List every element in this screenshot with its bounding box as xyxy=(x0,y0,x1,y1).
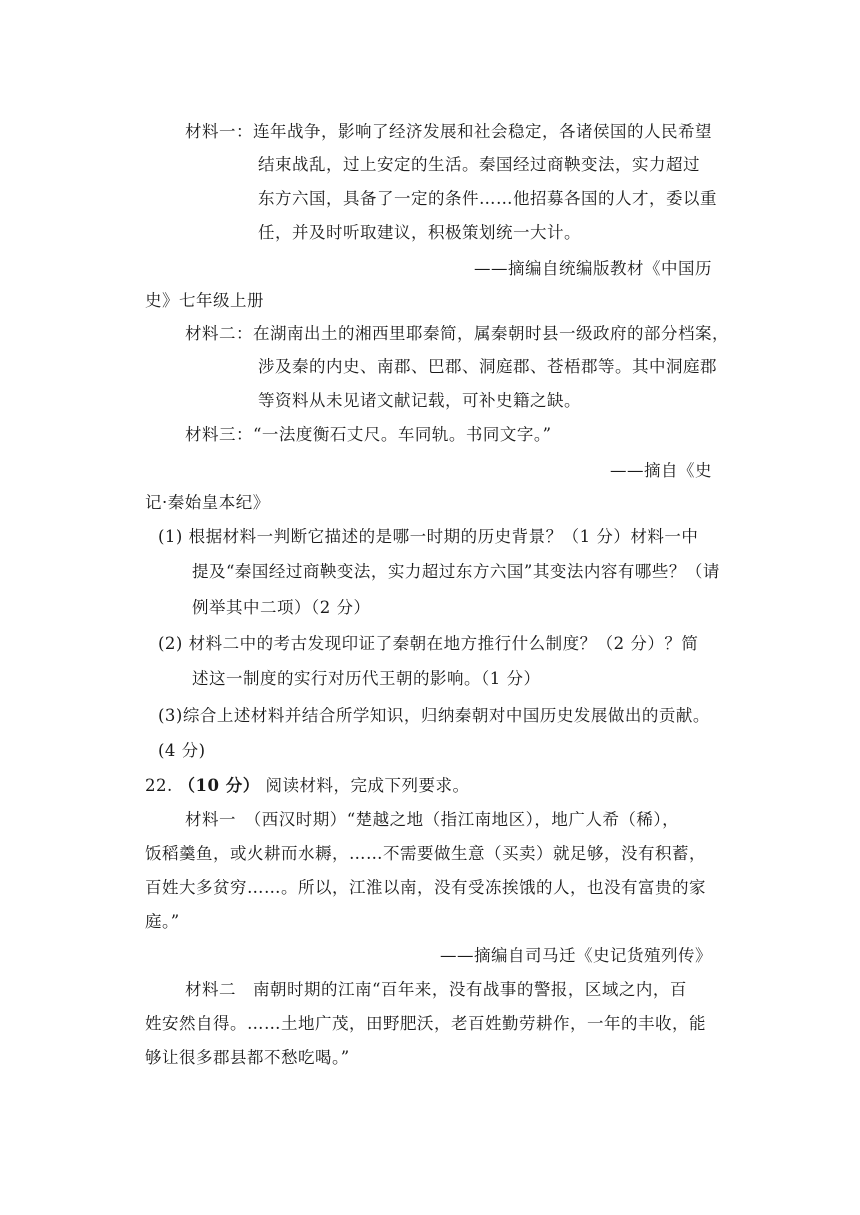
question-3-line-1: (3)综合上述材料并结合所学知识，归纳秦朝对中国历史发展做出的贡献。 xyxy=(158,706,710,725)
question-score: （10 分） xyxy=(178,776,260,795)
question-22-header xyxy=(145,775,469,797)
question-1-line-3: 例举其中二项）（2 分） xyxy=(192,598,371,617)
material-2-line-3: 等资料从未见诸文献记载，可补史籍之缺。 xyxy=(258,391,581,410)
material-1-line-4: 任，并及时听取建议，积极策划统一大计。 xyxy=(258,223,581,242)
material-1-source-1: ——摘编自统编版教材《中国历 xyxy=(474,259,712,278)
material-3-source-2: 记·秦始皇本纪》 xyxy=(145,493,270,512)
q22-material-1-line-3: 百姓大多贫穷……。所以，江淮以南，没有受冻挨饿的人，也没有富贵的家 xyxy=(145,878,706,897)
material-2-line-2: 涉及秦的内史、南郡、巴郡、洞庭郡、苍梧郡等。其中洞庭郡 xyxy=(258,357,717,376)
question-1-line-2: 提及“秦国经过商鞅变法，实力超过东方六国”其变法内容有哪些？（请 xyxy=(192,562,720,581)
material-1-source-2: 史》七年级上册 xyxy=(145,291,264,310)
q22-material-2-line-1: 材料二 南朝时期的江南“百年来，没有战事的警报，区域之内，百 xyxy=(185,980,687,999)
question-2-line-1: (2) 材料二中的考古发现印证了秦朝在地方推行什么制度？（2 分）？简 xyxy=(158,634,699,653)
q22-material-1-line-1: 材料一 （西汉时期）“楚越之地（指江南地区），地广人希（稀）， xyxy=(185,810,680,829)
q22-material-2-line-2: 姓安然自得。……土地广茂，田野肥沃，老百姓勤劳耕作，一年的丰收，能 xyxy=(145,1014,706,1033)
q22-material-1-source: ——摘编自司马迁《史记货殖列传》 xyxy=(440,946,712,965)
question-2-line-2: 述这一制度的实行对历代王朝的影响。（1 分） xyxy=(192,669,541,688)
question-3-line-2: (4 分) xyxy=(158,741,206,760)
q22-material-1-line-2: 饭稻羹鱼，或火耕而水耨，……不需要做生意（买卖）就足够，没有积蓄， xyxy=(145,844,706,863)
material-3-line-1: 材料三：“一法度衡石丈尺。车同轨。书同文字。” xyxy=(185,425,552,444)
q22-material-1-line-4: 庭。” xyxy=(145,912,180,931)
material-1-line-3: 东方六国，具备了一定的条件……他招募各国的人才，委以重 xyxy=(258,189,717,208)
question-instruction: 阅读材料，完成下列要求。 xyxy=(265,776,470,795)
q22-material-2-line-3: 够让很多郡县都不愁吃喝。” xyxy=(145,1048,350,1067)
material-1-line-1: 材料一：连年战争，影响了经济发展和社会稳定，各诸侯国的人民希望 xyxy=(185,122,712,141)
question-number: 22. xyxy=(145,776,173,795)
material-1-line-2: 结束战乱，过上安定的生活。秦国经过商鞅变法，实力超过 xyxy=(258,155,700,174)
material-2-line-1: 材料二：在湖南出土的湘西里耶秦简，属秦朝时县一级政府的部分档案， xyxy=(185,324,729,343)
material-3-source-1: ——摘自《史 xyxy=(610,461,712,480)
question-1-line-1: (1) 根据材料一判断它描述的是哪一时期的历史背景？（1 分）材料一中 xyxy=(158,527,699,546)
